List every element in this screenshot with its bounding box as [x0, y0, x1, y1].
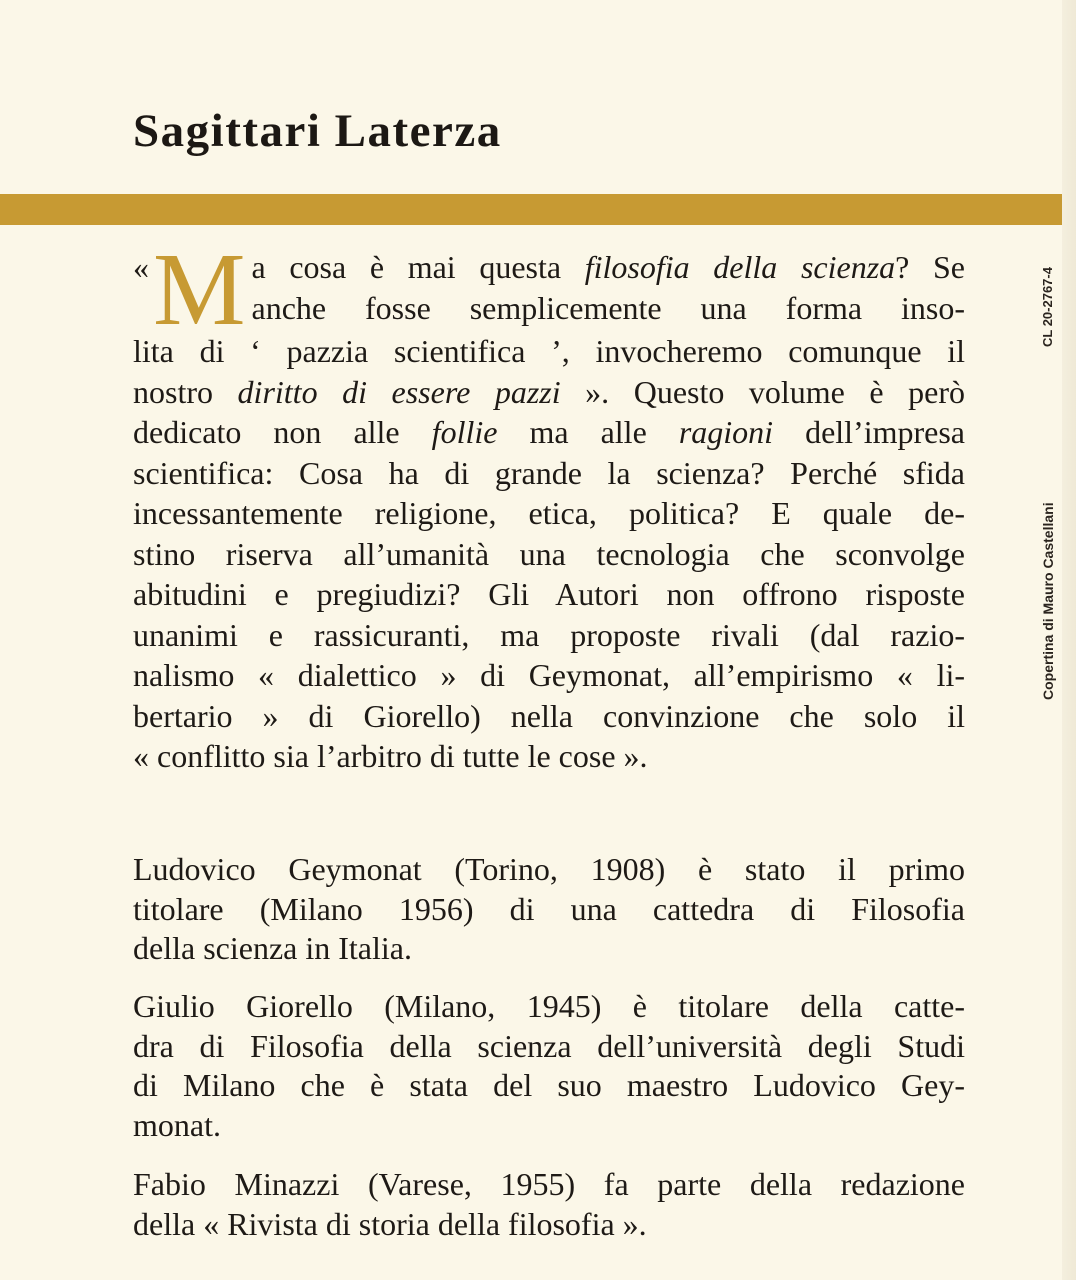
back-cover-blurb	[133, 232, 966, 777]
bio-line: dra di Filosofia della scienza dell’università degli Studi	[133, 1027, 965, 1064]
bio-line: di Milano che è stata del suo maestro Ludovico Gey-	[133, 1067, 965, 1103]
blurb-line: nostro diritto di essere pazzi ». Questo volume è però	[133, 373, 966, 410]
blurb-line: lita di ‘ pazzia scientifica ’, invocheremo comunque il	[133, 333, 965, 369]
blurb-line: bertario » di Giorello) nella convinzione che solo il	[133, 697, 965, 734]
bio-line: titolare (Milano 1956) di una cattedra di Filosofia	[133, 890, 965, 927]
author-bio-giorello	[133, 987, 965, 1145]
bio-line: Giulio Giorello (Milano, 1945) è titolare della catte-	[133, 988, 965, 1024]
blurb-line: abitudini e pregiudizi? Gli Autori non offrono risposte	[133, 576, 965, 612]
blurb-line: scientifica: Cosa ha di grande la scienza? Perché sfida	[133, 454, 965, 491]
blurb-line: anche fosse semplicemente una forma inso-	[251, 289, 965, 326]
blurb-line: a cosa è mai questa filosofia della scienza? Se	[251, 249, 966, 285]
bio-line: Fabio Minazzi (Varese, 1955) fa parte della redazione	[133, 1166, 965, 1202]
bio-line: della scienza in Italia.	[133, 930, 412, 966]
series-title: Sagittari Laterza	[133, 105, 502, 157]
bio-line: Ludovico Geymonat (Torino, 1908) è stato il primo	[133, 851, 965, 887]
blurb-line: incessantemente religione, etica, politica? E quale de-	[133, 495, 965, 531]
blurb-line: nalismo « dialettico » di Geymonat, all’empirismo « li-	[133, 657, 965, 693]
bio-line: monat.	[133, 1106, 221, 1143]
author-bio-minazzi	[133, 1165, 965, 1244]
drop-cap: M	[153, 232, 246, 347]
blurb-line: « conflitto sia l’arbitro di tutte le cose ».	[133, 738, 648, 774]
bio-line: della « Rivista di storia della filosofia ».	[133, 1205, 647, 1242]
gold-divider-band	[0, 194, 1062, 225]
blurb-line: unanimi e rassicuranti, ma proposte rivali (dal razio-	[133, 616, 965, 653]
blurb-line: stino riserva all’umanità una tecnologia che sconvolge	[133, 535, 965, 572]
open-quote-mark: «	[133, 249, 149, 285]
page-edge	[1062, 0, 1076, 1280]
cover-credit: Copertina di Mauro Castellani	[1040, 502, 1056, 700]
catalog-code: CL 20-2767-4	[1040, 267, 1055, 347]
blurb-line: dedicato non alle follie ma alle ragioni dell’impresa	[133, 414, 966, 450]
author-bio-geymonat	[133, 850, 965, 969]
